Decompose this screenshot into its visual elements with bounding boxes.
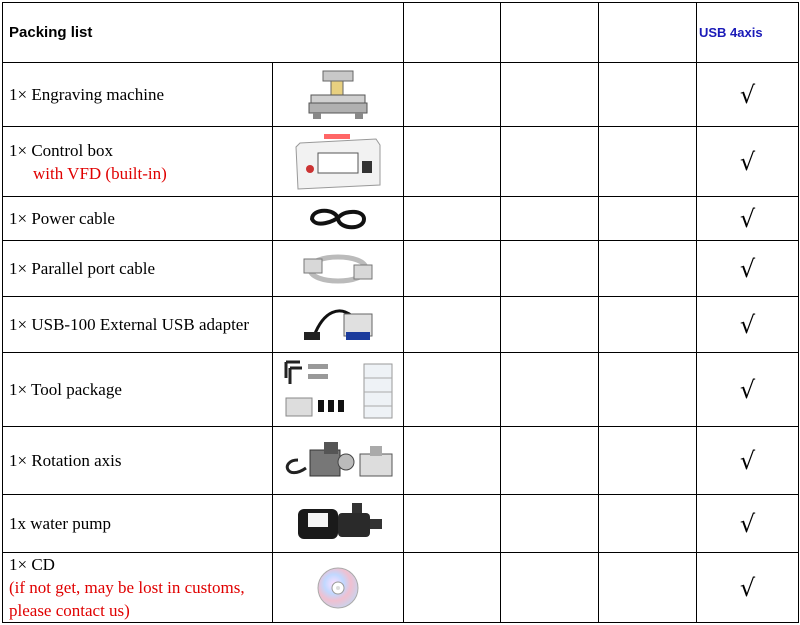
check-mark: √	[697, 553, 799, 623]
item-note: with VFD (built-in)	[33, 163, 167, 183]
table-row	[3, 63, 799, 127]
check-mark: √	[697, 297, 799, 353]
empty-cell	[404, 297, 501, 353]
empty-cell	[404, 127, 501, 197]
item-note: (if not get, may be lost in customs, please contact us)	[9, 578, 245, 620]
packing-list-title: Packing list	[3, 3, 404, 63]
empty-cell	[501, 553, 599, 623]
empty-cell	[404, 197, 501, 241]
item-cell	[3, 553, 273, 623]
item-label: 1x water pump	[3, 495, 273, 553]
empty-cell	[599, 63, 697, 127]
usb-adapter-icon	[273, 297, 404, 353]
empty-cell	[599, 353, 697, 427]
cd-icon	[273, 553, 404, 623]
check-mark: √	[697, 427, 799, 495]
empty-cell	[501, 127, 599, 197]
item-cell	[3, 127, 273, 197]
empty-cell	[599, 553, 697, 623]
empty-cell	[404, 553, 501, 623]
item-label: 1× Tool package	[3, 353, 273, 427]
packing-list-table	[2, 2, 799, 623]
engraving-machine-icon	[273, 63, 404, 127]
empty-header-cell	[501, 3, 599, 63]
empty-cell	[404, 353, 501, 427]
model-header: USB 4axis	[697, 3, 799, 63]
table-row	[3, 427, 799, 495]
empty-cell	[404, 241, 501, 297]
item-label: 1× CD	[9, 555, 55, 574]
empty-cell	[599, 495, 697, 553]
check-mark: √	[697, 241, 799, 297]
power-cable-icon	[273, 197, 404, 241]
empty-cell	[404, 495, 501, 553]
empty-cell	[599, 127, 697, 197]
empty-header-cell	[599, 3, 697, 63]
item-label: 1× USB-100 External USB adapter	[3, 297, 273, 353]
control-box-icon	[273, 127, 404, 197]
table-row	[3, 241, 799, 297]
empty-cell	[404, 427, 501, 495]
empty-cell	[501, 353, 599, 427]
table-row	[3, 353, 799, 427]
rotation-axis-icon	[273, 427, 404, 495]
water-pump-icon	[273, 495, 404, 553]
empty-cell	[599, 427, 697, 495]
table-row	[3, 297, 799, 353]
check-mark: √	[697, 127, 799, 197]
header-row	[3, 3, 799, 63]
empty-cell	[501, 63, 599, 127]
check-mark: √	[697, 495, 799, 553]
table-row	[3, 197, 799, 241]
item-label: 1× Power cable	[3, 197, 273, 241]
check-mark: √	[697, 197, 799, 241]
tool-package-icon	[273, 353, 404, 427]
table-row	[3, 495, 799, 553]
item-label: 1× Control box	[9, 140, 114, 160]
check-mark: √	[697, 353, 799, 427]
item-label: 1× Engraving machine	[3, 63, 273, 127]
item-label: 1× Parallel port cable	[3, 241, 273, 297]
check-mark: √	[697, 63, 799, 127]
empty-cell	[501, 427, 599, 495]
empty-header-cell	[404, 3, 501, 63]
item-label: 1× Rotation axis	[3, 427, 273, 495]
empty-cell	[501, 297, 599, 353]
empty-cell	[501, 197, 599, 241]
empty-cell	[404, 63, 501, 127]
empty-cell	[501, 241, 599, 297]
empty-cell	[599, 297, 697, 353]
empty-cell	[501, 495, 599, 553]
parallel-cable-icon	[273, 241, 404, 297]
empty-cell	[599, 241, 697, 297]
table-row	[3, 553, 799, 623]
empty-cell	[599, 197, 697, 241]
table-row	[3, 127, 799, 197]
